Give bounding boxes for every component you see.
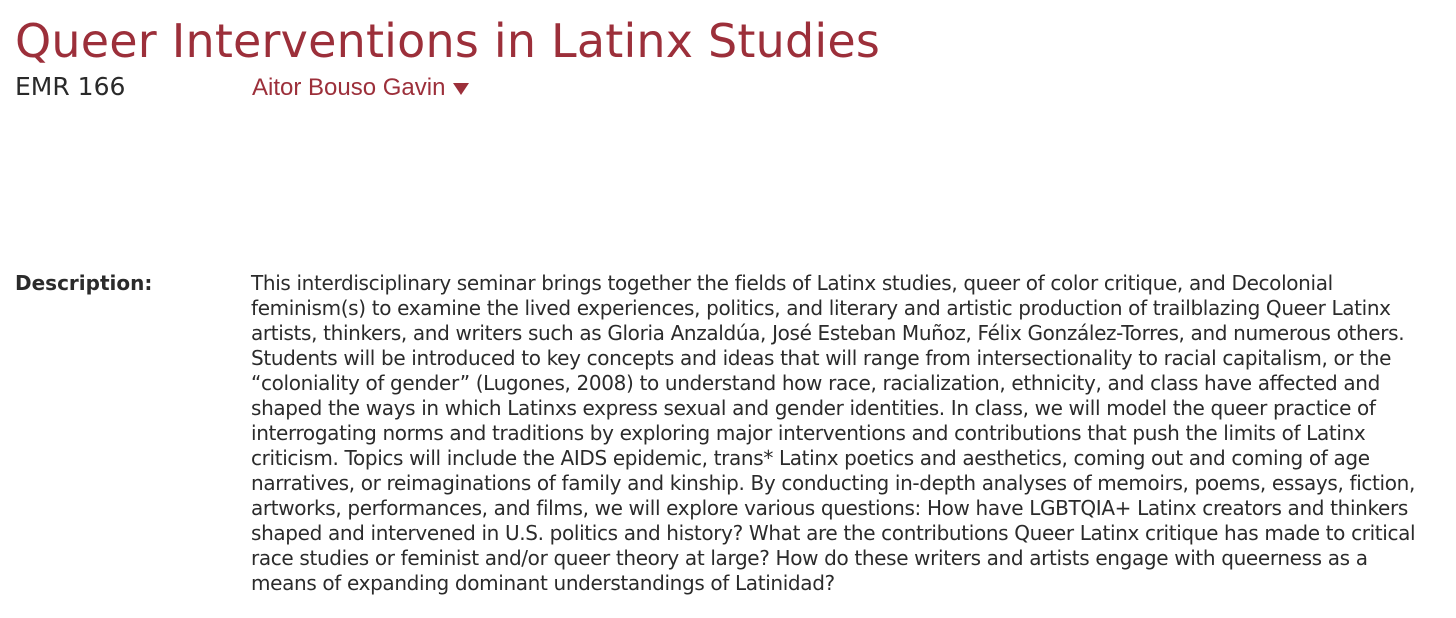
description-line: This interdisciplinary seminar brings together the fields of Latinx studies, queer of color critique, and Decolonial [251,271,1333,295]
description-line: artists, thinkers, and writers such as Gloria Anzaldúa, José Esteban Muñoz, Félix González-Torres, and numerous others. [251,321,1405,345]
description-line: shaped and intervened in U.S. politics and history? What are the contributions Queer Latinx critique has made to critical [251,521,1416,545]
instructor-name: Aitor Bouso Gavin [252,74,446,101]
description-line: narratives, or reimaginations of family and kinship. By conducting in-depth analyses of memoirs, poems, essays, fiction, [251,471,1415,495]
instructor-dropdown[interactable] [252,72,469,104]
course-code: EMR 166 [15,72,126,101]
description-line: means of expanding dominant understandings of Latinidad? [251,571,835,595]
description-line: shaped the ways in which Latinxs express sexual and gender identities. In class, we will model the queer practice of [251,396,1376,420]
description-line: feminism(s) to examine the lived experiences, politics, and literary and artistic production of trailblazing Queer Latinx [251,296,1391,320]
description-line: race studies or feminist and/or queer theory at large? How do these writers and artists engage with queerness as a [251,546,1368,570]
course-title: Queer Interventions in Latinx Studies [15,14,881,68]
description-line: Students will be introduced to key concepts and ideas that will range from intersectionality to racial capitalism, or the [251,346,1392,370]
description-text [251,271,1415,596]
description-line: artworks, performances, and films, we will explore various questions: How have LGBTQIA+ Latinx creators and thinkers [251,496,1408,520]
description-line: criticism. Topics will include the AIDS epidemic, trans* Latinx poetics and aesthetics, coming out and coming of age [251,446,1370,470]
description-line: “coloniality of gender” (Lugones, 2008) to understand how race, racialization, ethnicity, and class have affected and [251,371,1380,395]
description-line: interrogating norms and traditions by exploring major interventions and contributions that push the limits of Latinx [251,421,1366,445]
description-label: Description: [15,271,153,295]
caret-down-icon [453,83,469,95]
